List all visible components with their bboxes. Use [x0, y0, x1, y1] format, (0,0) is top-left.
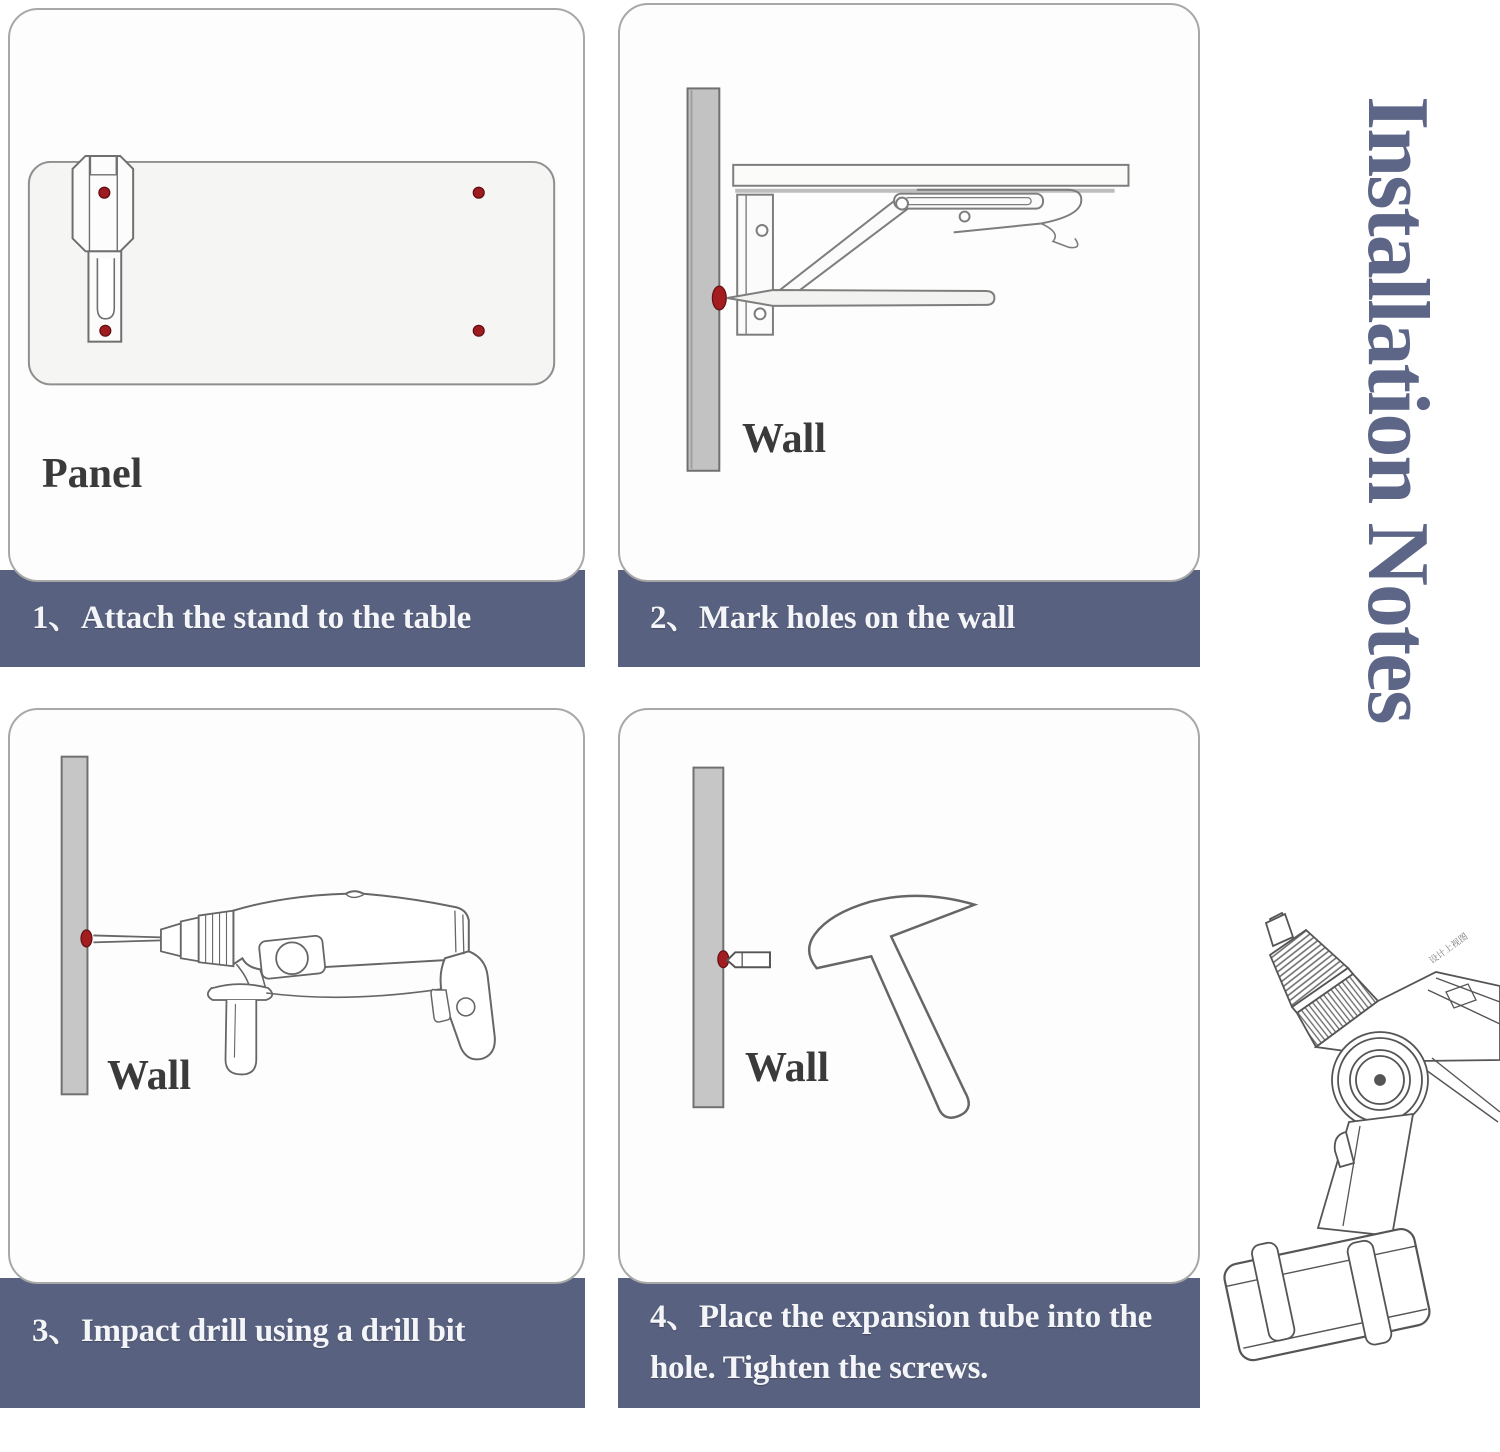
- drill-watermark-text: 设计上视图: [1427, 931, 1471, 967]
- step1-caption: 1、Attach the stand to the table: [32, 599, 471, 636]
- step4-caption-bar: [618, 1278, 1200, 1408]
- wall-graphic: [62, 757, 88, 1095]
- bracket-folded-graphic: [727, 190, 1081, 335]
- step2-card: [618, 3, 1200, 582]
- hammer-expansion-tube-diagram: [620, 710, 1198, 1282]
- drill-hole-marker: [712, 286, 726, 310]
- wall-bracket-folded-diagram: [620, 5, 1198, 580]
- battery-pack: [1219, 1213, 1434, 1373]
- expansion-tube-graphic: [727, 952, 770, 967]
- page-title-vertical: Installation Notes: [1349, 96, 1446, 723]
- drill-handle: [1318, 1114, 1413, 1236]
- step3-card: [8, 708, 585, 1284]
- front-grip-flange: [208, 984, 272, 1000]
- trigger: [431, 990, 450, 1022]
- step2-caption: 2、Mark holes on the wall: [650, 599, 1015, 636]
- step3-caption: 3、Impact drill using a drill bit: [32, 1313, 466, 1349]
- impact-drill-diagram: [10, 710, 583, 1282]
- step1-object-label: Panel: [42, 451, 143, 497]
- impact-drill-graphic: [93, 891, 494, 1074]
- drill-hole-marker: [81, 930, 92, 947]
- step1-caption-bar: [0, 570, 585, 667]
- wall-graphic: [694, 768, 724, 1108]
- step1-card: [8, 8, 585, 582]
- step2-caption-bar: [618, 570, 1200, 667]
- folding-leg-graphic: [727, 290, 994, 306]
- cordless-drill-illustration: [1200, 860, 1500, 1452]
- hammer-graphic: [809, 896, 974, 1118]
- step3-caption-bar: [0, 1278, 585, 1408]
- table-top-graphic: [733, 165, 1128, 191]
- step4-object-label: Wall: [745, 1045, 830, 1091]
- step4-card: [618, 708, 1200, 1284]
- step4-caption: 4、Place the expansion tube into the hole. Tighten the screws.: [650, 1298, 1152, 1386]
- step2-object-label: Wall: [742, 416, 827, 462]
- front-grip-handle: [225, 1000, 256, 1074]
- step3-object-label: Wall: [107, 1053, 192, 1099]
- drill-bit-graphic: [93, 935, 162, 942]
